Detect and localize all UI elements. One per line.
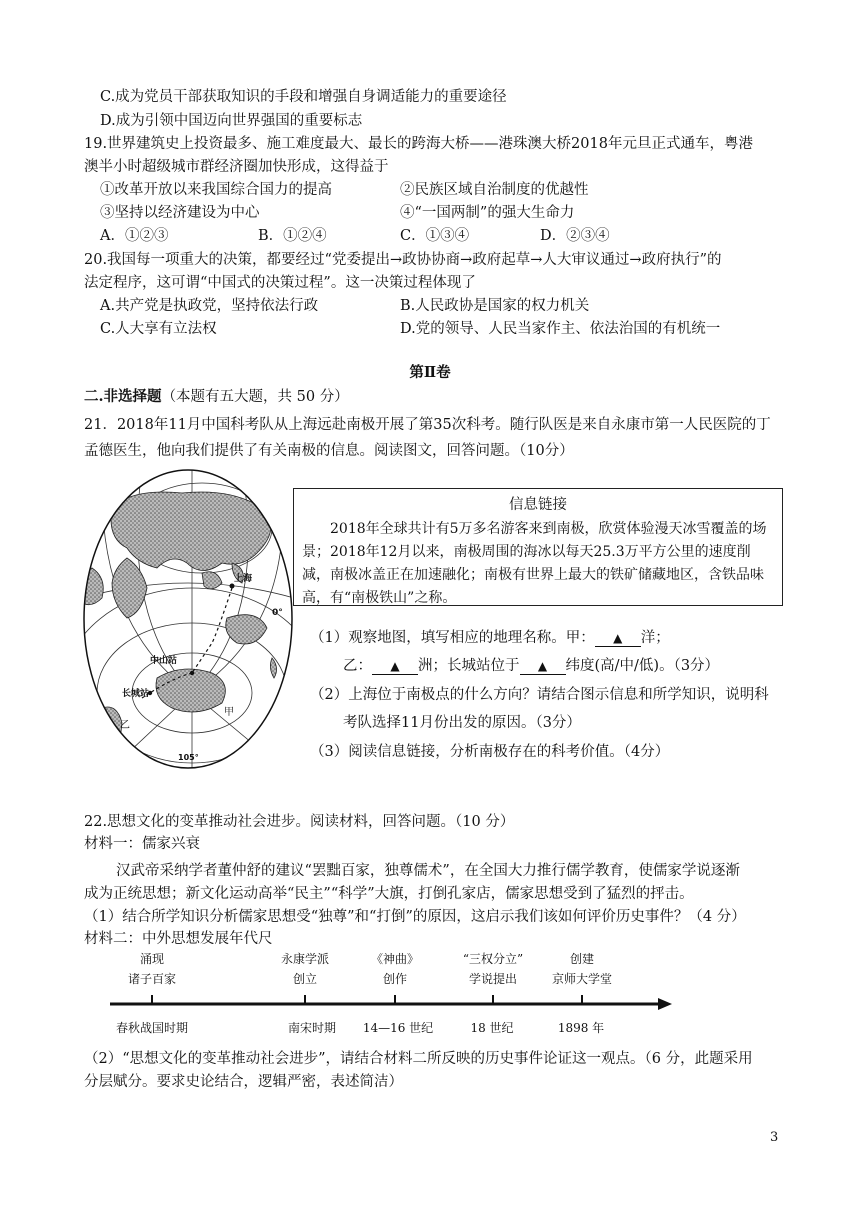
q22-sub1: （1）结合所学知识分析儒家思想受“独尊”和“打倒”的原因，这启示我们该如何评价历史事件？（4 分）: [84, 909, 746, 925]
q21-sub1-text-a: （1）观察地图，填写相应的地理名称。甲：: [310, 630, 595, 646]
info-link-box: [293, 488, 783, 606]
timeline-event-title: 创建: [569, 952, 595, 966]
page-number: 3: [770, 1130, 779, 1145]
antarctic-map: [82, 468, 294, 770]
timeline-event-title: 《神曲》: [370, 952, 420, 966]
q19-item-4: ④“一国两制”的强大生命力: [400, 205, 575, 221]
map-label-changcheng: 长城站: [122, 689, 150, 699]
q20-option-c: C.人大享有立法权: [100, 321, 217, 337]
info-link-body: 2018年全球共计有5万多名游客来到南极，欣赏体验漫天冰雪覆盖的场景；2018年12月以来，南极周围的海冰以每天25.3万平方公里的速度削减，南极冰盖正在加速融化；南极有世界上最大的铁矿储藏地区，含铁品味高，有“南极铁山”之称。: [302, 521, 767, 606]
q22-sub2-line1: （2）“思想文化的变革推动社会进步”，请结合材料二所反映的历史事件论证这一观点。（6 分，此题采用: [84, 1051, 753, 1067]
q19-choice-c: C．①③④: [400, 228, 470, 244]
q21-sub1-text-e: 纬度(高/中/低)。（3分）: [565, 658, 720, 674]
timeline-event-subtitle: 学说提出: [468, 972, 518, 986]
q21-sub1-line1: [310, 628, 670, 648]
q19-item-2: ②民族区域自治制度的优越性: [400, 182, 589, 198]
info-link-title: 信息链接: [509, 497, 567, 513]
q20-option-b: B.人民政协是国家的权力机关: [400, 298, 590, 314]
map-label-jia: 甲: [224, 707, 234, 718]
q18-option-d: D.成为引领中国迈向世界强国的重要标志: [100, 113, 363, 129]
q21-stem-1: 21．2018年11月中国科考队从上海远赴南极开展了第35次科考。随行队医是来自永康市第一人民医院的丁: [84, 417, 771, 433]
q19-choice-d: D．②③④: [540, 228, 610, 244]
map-label-105: 105°: [178, 753, 199, 762]
map-label-zhongshan: 中山站: [150, 656, 178, 666]
map-label-0deg: 0°: [272, 608, 283, 618]
q19-choice-a: A．①②③: [100, 228, 169, 244]
timeline-event-subtitle: 创作: [382, 972, 408, 986]
q19-stem-2: 澳半小时超级城市群经济圈加快形成，这得益于: [84, 159, 389, 175]
q22-material2-title: 材料二：中外思想发展年代尺: [84, 931, 273, 947]
q21-sub2-line1: （2）上海位于南极点的什么方向？请结合图示信息和所学知识，说明科: [310, 687, 769, 703]
q21-sub1-text-c: 乙：: [343, 658, 372, 674]
q18-option-c: C.成为党员干部获取知识的手段和增强自身调适能力的重要途径: [100, 89, 507, 105]
part2-title: 第Ⅱ卷: [409, 364, 451, 381]
q22-sub2-line2: 分层赋分。要求史论结合，逻辑严密，表述简洁）: [84, 1074, 403, 1090]
timeline-event-title: 涌现: [139, 952, 165, 966]
q22-material1-title: 材料一：儒家兴衰: [84, 836, 200, 852]
answer-blank-latitude[interactable]: ▲: [520, 658, 566, 675]
q22-stem: 22.思想文化的变革推动社会进步。阅读材料，回答问题。（10 分）: [84, 814, 515, 830]
q21-stem-2: 孟德医生，他向我们提供了有关南极的信息。阅读图文，回答问题。（10分）: [84, 443, 574, 459]
q21-sub3: （3）阅读信息链接，分析南极存在的科考价值。（4分）: [310, 744, 670, 760]
q21-sub1-text-b: 洋；: [640, 630, 670, 646]
q20-option-a: A.共产党是执政党，坚持依法行政: [100, 298, 319, 314]
map-label-shanghai: 上海: [234, 574, 253, 584]
map-label-yi: 乙: [120, 720, 130, 731]
section2-note: （本题有五大题，共 50 分）: [161, 389, 349, 405]
q19-item-1: ①改革开放以来我国综合国力的提高: [100, 182, 332, 198]
answer-blank-jia[interactable]: ▲: [595, 630, 641, 647]
timeline-period: 14—16 世纪: [362, 1021, 434, 1035]
q21-sub1-text-d: 洲；长城站位于: [418, 658, 520, 674]
q21-sub1-line2: [343, 656, 719, 676]
timeline-period: 1898 年: [557, 1021, 605, 1035]
timeline-event-subtitle: 京师大学堂: [551, 972, 613, 986]
q20-option-d: D.党的领导、人民当家作主、依法治国的有机统一: [400, 321, 721, 337]
q20-stem-2: 法定程序，这可谓“中国式的决策过程”。这一决策过程体现了: [84, 275, 476, 291]
section2-head: 二.非选择题: [84, 388, 162, 405]
q21-sub2-line2: 考队选择11月份出发的原因。（3分）: [343, 715, 581, 731]
section2-heading: [84, 387, 349, 407]
timeline-event-title: 永康学派: [280, 952, 330, 966]
q22-material1-body-2: 成为正统思想；新文化运动高举“民主”“科学”大旗，打倒孔家店，儒家思想受到了猛烈的抨击。: [84, 886, 694, 902]
q22-material1-body-1: 汉武帝采纳学者董仲舒的建议“罢黜百家，独尊儒术”，在全国大力推行儒学教育，使儒家学说逐渐: [116, 863, 740, 879]
timeline-event-title: “三权分立”: [462, 952, 524, 966]
timeline-period: 18 世纪: [470, 1021, 514, 1035]
history-timeline: [100, 945, 680, 1045]
timeline-event-subtitle: 创立: [292, 972, 318, 986]
answer-blank-yi[interactable]: ▲: [372, 658, 418, 675]
timeline-event-subtitle: 诸子百家: [127, 972, 177, 986]
timeline-period: 南宋时期: [287, 1021, 337, 1035]
q19-stem-1: 19.世界建筑史上投资最多、施工难度最大、最长的跨海大桥——港珠澳大桥2018年元旦正式通车，粤港: [84, 136, 753, 152]
timeline-period: 春秋战国时期: [115, 1021, 189, 1035]
q19-choice-b: B．①②④: [258, 228, 327, 244]
q20-stem-1: 20.我国每一项重大的决策，都要经过“党委提出→政协协商→政府起草→人大审议通过→政府执行”的: [84, 252, 722, 268]
q19-item-3: ③坚持以经济建设为中心: [100, 205, 260, 221]
